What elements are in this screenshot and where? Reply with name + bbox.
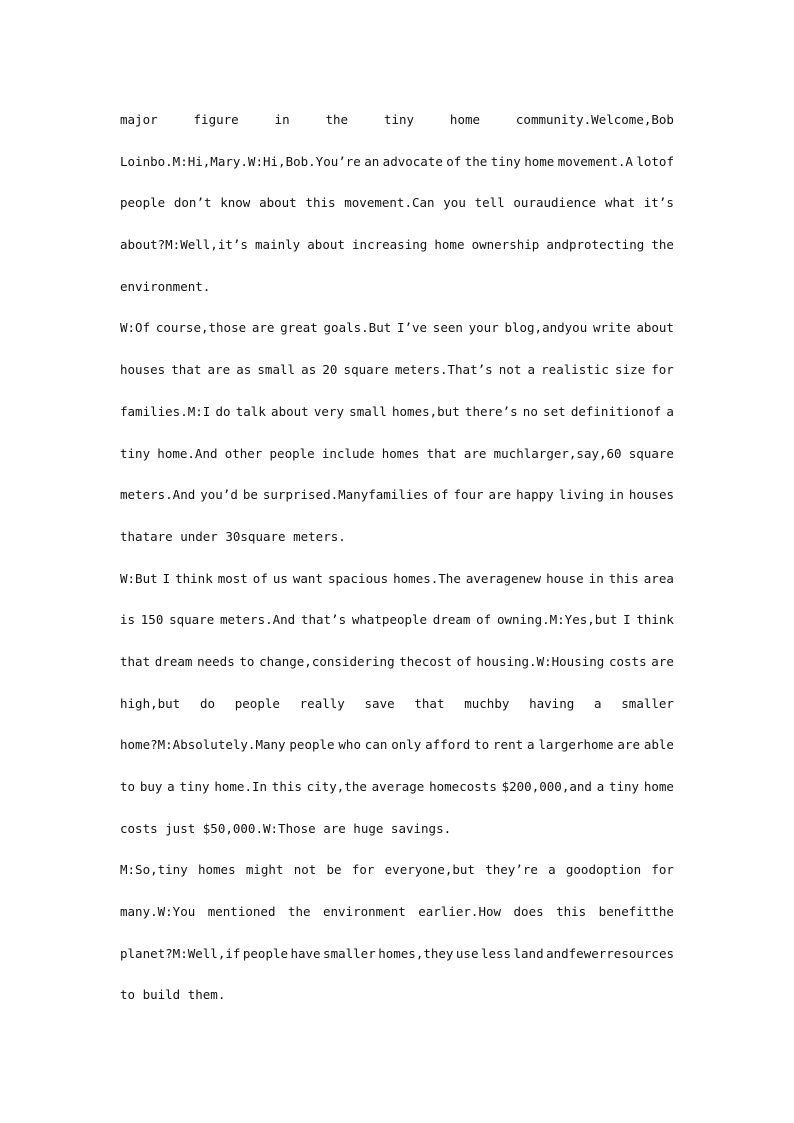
- word: people: [289, 737, 335, 753]
- word: houses: [120, 362, 166, 378]
- word: owning.M:Yes,but: [496, 612, 618, 628]
- word: meters.That’s: [394, 362, 493, 378]
- text-line: [120, 141, 674, 183]
- word: tiny: [383, 112, 415, 127]
- word: largerhome: [538, 737, 614, 753]
- text-line: environment.: [120, 278, 211, 294]
- text-line: [120, 766, 674, 808]
- word: a: [594, 695, 602, 711]
- word: meters.And: [219, 612, 296, 628]
- word: can: [364, 737, 388, 753]
- word: be: [242, 487, 258, 503]
- word: benefitthe: [598, 904, 674, 920]
- word: I’ve: [396, 320, 428, 336]
- word: movement.A: [557, 153, 633, 169]
- word: of: [252, 570, 268, 586]
- word: W:Of: [120, 320, 151, 336]
- word: to: [239, 653, 255, 669]
- word: meters.And: [120, 487, 196, 503]
- word: people: [234, 695, 280, 711]
- word: that’s: [300, 612, 347, 628]
- word: seen: [432, 320, 463, 336]
- word: that: [171, 362, 202, 378]
- word: set: [543, 403, 566, 419]
- word: city,the: [306, 779, 367, 794]
- word: many.W:You: [120, 904, 196, 920]
- word: that: [120, 653, 151, 669]
- word: 20: [322, 362, 338, 378]
- word: homes,they: [378, 945, 454, 961]
- word: living: [558, 487, 604, 503]
- word: andprotecting: [546, 237, 645, 253]
- word: other: [224, 445, 263, 461]
- word: what: [604, 195, 636, 211]
- word: mainly: [255, 237, 301, 253]
- text-line: [120, 391, 674, 433]
- word: tiny: [120, 445, 151, 461]
- word: know: [220, 195, 251, 211]
- word: community.Welcome,Bob: [515, 112, 674, 127]
- word: less: [480, 945, 512, 961]
- word: dream: [432, 612, 471, 628]
- word: rent: [493, 737, 524, 753]
- word: ouraudience: [513, 195, 597, 211]
- word: advocate: [382, 153, 443, 169]
- word: tell: [474, 195, 505, 211]
- word: homes: [381, 445, 420, 461]
- word: of: [433, 487, 449, 503]
- word: in: [588, 570, 604, 586]
- word: tiny: [179, 779, 210, 794]
- text-line: [120, 474, 674, 516]
- word: to: [120, 779, 136, 794]
- word: people: [120, 195, 166, 211]
- word: tiny: [608, 779, 640, 794]
- word: about?M:Well,it’s: [120, 237, 248, 253]
- word: goodoption: [565, 862, 642, 878]
- word: land: [513, 945, 544, 961]
- text-line: [120, 683, 674, 725]
- word: are: [617, 737, 640, 753]
- word: this: [556, 904, 587, 920]
- word: as: [301, 362, 317, 378]
- word: home?M:Absolutely.Many: [120, 737, 286, 753]
- text-line: to build them.: [120, 987, 226, 1003]
- word: don’t: [173, 195, 212, 211]
- word: only: [391, 737, 422, 753]
- word: movement.Can: [344, 195, 435, 211]
- word: average: [371, 779, 425, 794]
- word: homes: [197, 862, 236, 878]
- word: about: [259, 195, 297, 211]
- word: write: [592, 320, 631, 336]
- word: are: [463, 445, 487, 461]
- word: a: [666, 403, 674, 419]
- word: size: [615, 362, 646, 378]
- word: home.In: [214, 779, 268, 794]
- word: about: [636, 320, 674, 336]
- word: this: [305, 195, 336, 211]
- word: buy: [139, 779, 163, 794]
- word: increasing: [352, 237, 428, 253]
- word: whatpeople: [351, 612, 428, 628]
- text-line: [120, 849, 674, 891]
- word: small: [257, 362, 296, 378]
- word: that: [414, 695, 445, 711]
- word: earlier.How: [418, 904, 502, 920]
- word: home: [524, 153, 555, 169]
- word: does: [513, 904, 544, 920]
- word: planet?M:Well,if: [120, 945, 241, 961]
- word: families.M:I: [120, 403, 211, 419]
- word: about: [271, 403, 309, 419]
- word: a: [596, 779, 605, 794]
- word: is: [120, 612, 136, 628]
- word: needs: [197, 653, 235, 669]
- word: ownership: [471, 237, 540, 253]
- document-body: [120, 99, 674, 1016]
- word: think: [175, 570, 213, 586]
- word: include: [321, 445, 375, 461]
- word: Loinbo.M:Hi,Mary.W:Hi,Bob.You’re: [120, 153, 361, 169]
- word: this: [271, 779, 302, 794]
- word: to: [474, 737, 490, 753]
- word: thecost: [399, 653, 452, 669]
- word: this: [608, 570, 639, 586]
- word: homes,but: [392, 403, 460, 419]
- word: an: [364, 153, 380, 169]
- word: are: [251, 320, 275, 336]
- word: do: [199, 695, 216, 711]
- word: dream: [154, 653, 193, 669]
- word: housing.W:Housing: [476, 653, 605, 669]
- text-line: [120, 891, 674, 933]
- word: about: [307, 237, 345, 253]
- word: square: [169, 612, 215, 628]
- word: spacious: [327, 570, 389, 586]
- word: W:But: [120, 570, 158, 586]
- word: the: [464, 153, 488, 169]
- word: having: [529, 695, 575, 711]
- word: us: [272, 570, 288, 586]
- word: for: [651, 862, 674, 878]
- word: realistic: [541, 362, 609, 378]
- word: might: [245, 862, 284, 878]
- text-line: [120, 933, 674, 975]
- word: you’d: [200, 487, 238, 503]
- word: of: [456, 653, 472, 669]
- word: you: [443, 195, 466, 211]
- word: as: [236, 362, 252, 378]
- text-line: [120, 224, 674, 266]
- word: not: [498, 362, 522, 378]
- text-line: costs just $50,000.W:Those are huge savings.: [120, 820, 452, 836]
- text-line: thatare under 30square meters.: [120, 528, 346, 544]
- text-line: [120, 558, 674, 600]
- word: home.And: [157, 445, 218, 461]
- word: area: [643, 570, 674, 586]
- word: four: [453, 487, 484, 503]
- word: a: [526, 737, 535, 753]
- word: everyone,but: [384, 862, 475, 878]
- word: definitionof: [570, 403, 662, 419]
- word: there’s: [464, 403, 518, 419]
- word: square: [343, 362, 389, 378]
- word: able: [643, 737, 674, 753]
- text-line: [120, 724, 674, 766]
- word: costs: [608, 653, 647, 669]
- word: homes.The: [393, 570, 461, 586]
- word: averagenew: [465, 570, 542, 586]
- word: for: [651, 362, 674, 378]
- word: most: [217, 570, 248, 586]
- text-line: [120, 307, 674, 349]
- word: who: [338, 737, 361, 753]
- word: very: [313, 403, 344, 419]
- text-line: [120, 99, 674, 141]
- word: are: [651, 653, 674, 669]
- word: tiny: [490, 153, 521, 169]
- word: houses: [628, 487, 674, 503]
- word: people: [242, 945, 289, 961]
- word: change,considering: [259, 653, 395, 669]
- text-line: [120, 433, 674, 475]
- word: save: [364, 695, 395, 711]
- word: that: [426, 445, 457, 461]
- word: smaller: [323, 945, 376, 961]
- word: major: [120, 112, 158, 127]
- word: use: [455, 945, 479, 961]
- word: of: [476, 612, 492, 628]
- word: are: [207, 362, 231, 378]
- word: figure: [193, 112, 239, 127]
- word: happy: [516, 487, 554, 503]
- word: home: [643, 779, 674, 794]
- word: homecosts: [429, 779, 497, 794]
- word: lotof: [636, 153, 674, 169]
- word: the: [325, 112, 349, 127]
- text-line: [120, 599, 674, 641]
- word: I: [162, 570, 171, 586]
- word: a: [167, 779, 175, 794]
- word: no: [522, 403, 538, 419]
- word: 150: [140, 612, 164, 628]
- word: environment: [322, 904, 406, 920]
- word: talk: [235, 403, 266, 419]
- text-line: [120, 182, 674, 224]
- word: your: [468, 320, 499, 336]
- word: they’re: [485, 862, 538, 878]
- word: muchlarger,say,60: [493, 445, 622, 461]
- text-line: [120, 641, 674, 683]
- word: in: [608, 487, 624, 503]
- word: in: [274, 112, 290, 127]
- word: blog,andyou: [504, 320, 588, 336]
- word: $200,000,and: [501, 779, 592, 794]
- word: are: [488, 487, 512, 503]
- word: afford: [425, 737, 471, 753]
- word: mentioned: [207, 904, 276, 920]
- word: home: [434, 237, 465, 253]
- word: goals.But: [323, 320, 392, 336]
- word: muchby: [464, 695, 510, 711]
- word: people: [269, 445, 315, 461]
- word: of: [446, 153, 462, 169]
- word: the: [651, 237, 674, 253]
- word: smaller: [621, 695, 674, 711]
- word: think: [636, 612, 674, 628]
- word: small: [349, 403, 387, 419]
- word: have: [290, 945, 321, 961]
- word: house: [546, 570, 584, 586]
- word: course,those: [155, 320, 247, 336]
- word: andfewerresources: [546, 945, 674, 961]
- word: high,but: [120, 695, 181, 711]
- word: it’s: [643, 195, 674, 211]
- word: square: [628, 445, 674, 461]
- word: not: [293, 862, 317, 878]
- word: a: [527, 362, 536, 378]
- text-line: [120, 349, 674, 391]
- word: do: [215, 403, 231, 419]
- word: the: [287, 904, 311, 920]
- word: surprised.Manyfamilies: [262, 487, 429, 503]
- word: really: [299, 695, 345, 711]
- word: want: [292, 570, 323, 586]
- word: I: [623, 612, 631, 628]
- word: great: [280, 320, 318, 336]
- word: be: [326, 862, 342, 878]
- word: home: [449, 112, 481, 127]
- word: a: [548, 862, 556, 878]
- word: for: [351, 862, 375, 878]
- word: M:So,tiny: [120, 862, 188, 878]
